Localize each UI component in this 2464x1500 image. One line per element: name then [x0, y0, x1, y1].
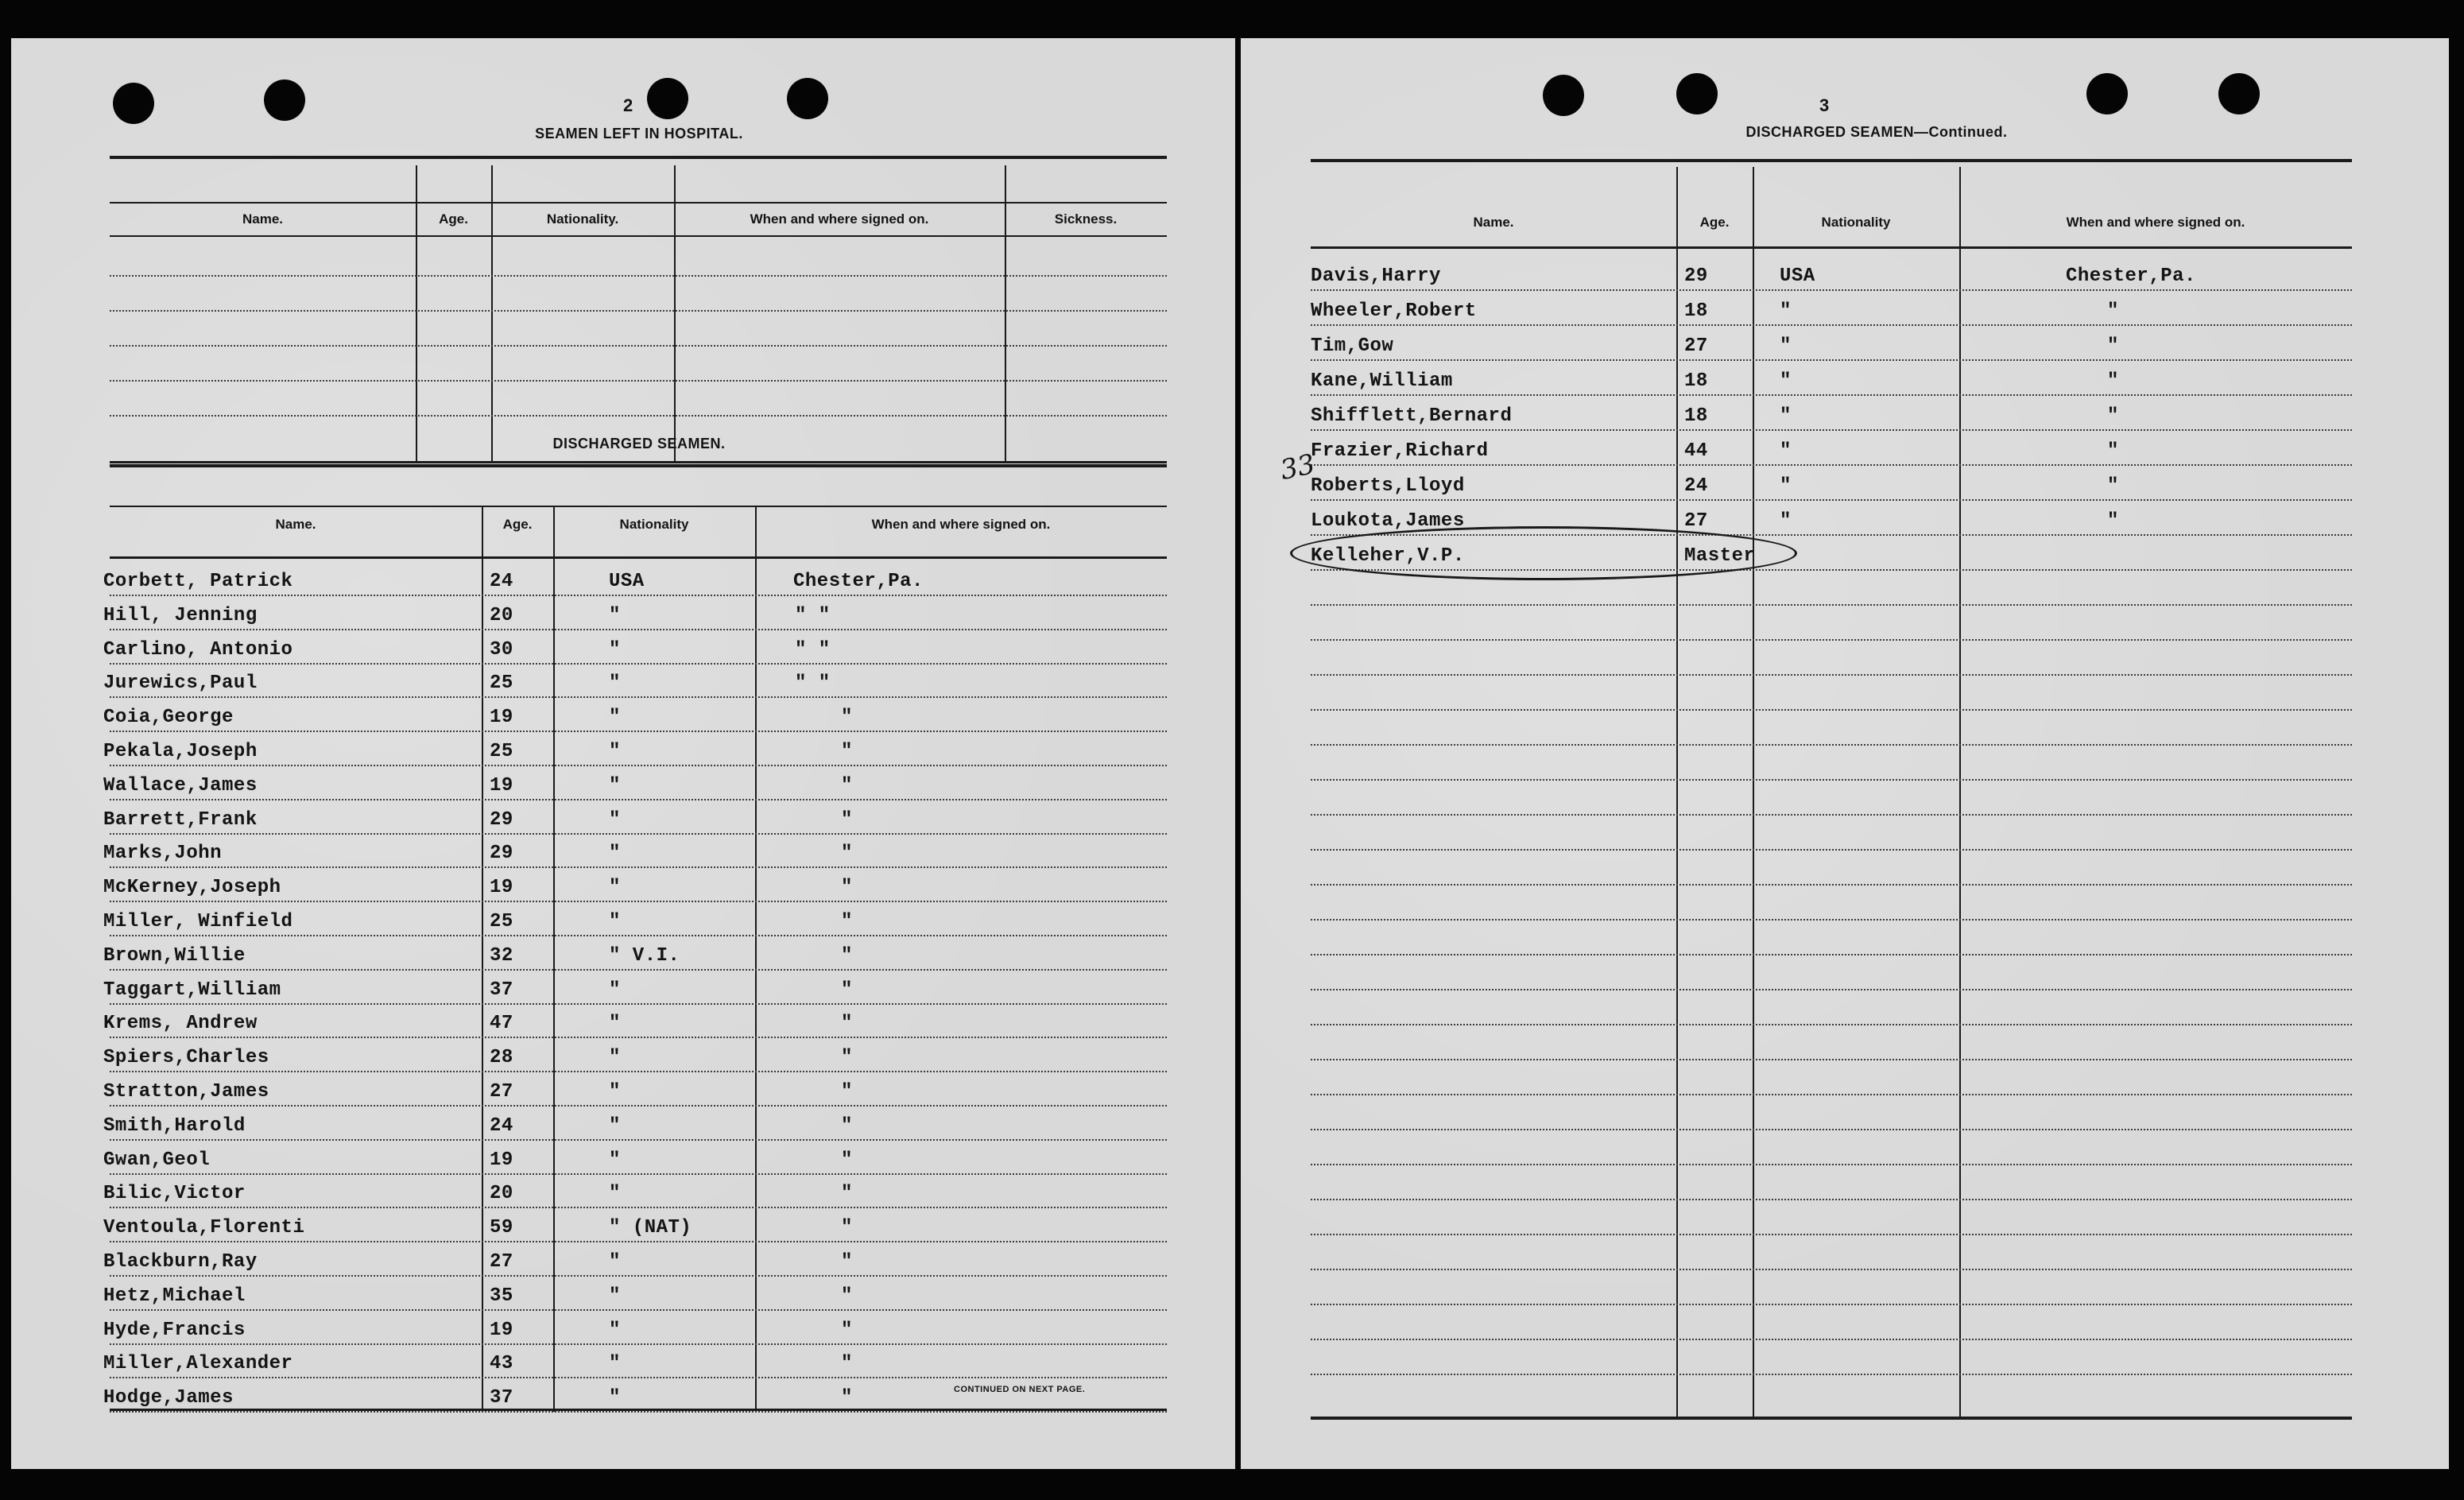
seaman-name: Hodge,James: [103, 1387, 234, 1409]
seaman-nationality: ": [609, 843, 621, 865]
seaman-nationality: ": [609, 1353, 621, 1375]
continued-note: CONTINUED ON NEXT PAGE.: [954, 1385, 1086, 1394]
seaman-age: 29: [490, 808, 513, 831]
entry-line: [1311, 1024, 2352, 1025]
punch-hole: [1543, 75, 1584, 116]
seaman-age: 47: [490, 1013, 513, 1035]
seaman-age: 29: [490, 843, 513, 865]
punch-hole: [113, 83, 154, 124]
seaman-name: Gwan,Geol: [103, 1149, 211, 1171]
seaman-name: Wheeler,Robert: [1311, 300, 1477, 322]
table-row: [103, 1008, 1167, 1040]
entry-line: [1311, 1059, 2352, 1060]
table-row: [103, 1076, 1167, 1108]
seaman-age: 35: [490, 1285, 513, 1307]
table-row: [1311, 296, 2352, 328]
column-rule: [674, 165, 676, 461]
entry-line: [1311, 289, 2352, 291]
seaman-signed-on: ": [841, 1387, 853, 1409]
seaman-age: 59: [490, 1217, 513, 1239]
seaman-nationality: ": [609, 1251, 621, 1273]
entry-line: [1311, 884, 2352, 886]
entry-line: [1311, 359, 2352, 361]
seaman-name: Ventoula,Florenti: [103, 1217, 305, 1239]
seaman-name: Spiers,Charles: [103, 1047, 269, 1069]
seaman-nationality: ": [609, 911, 621, 932]
seaman-signed-on: ": [841, 1183, 853, 1205]
seaman-nationality: ": [609, 1047, 621, 1069]
seaman-signed-on: " ": [795, 672, 831, 695]
seaman-name: Taggart,William: [103, 979, 281, 1001]
rule: [1311, 246, 2352, 249]
table-row: [103, 1246, 1167, 1278]
seaman-nationality: ": [1780, 440, 1792, 462]
seaman-signed-on: ": [841, 911, 853, 932]
seaman-signed-on: " ": [795, 604, 831, 626]
seaman-nationality: " (NAT): [609, 1217, 692, 1239]
seaman-age: 18: [1684, 405, 1708, 427]
table-row: [1311, 471, 2352, 502]
rule: [110, 556, 1167, 559]
seaman-signed-on: ": [841, 944, 853, 967]
table-row: [103, 975, 1167, 1006]
seaman-signed-on: ": [841, 843, 853, 865]
seaman-age: 32: [490, 944, 513, 967]
entry-line: [1311, 394, 2352, 396]
table-row: [103, 838, 1167, 870]
seaman-age: 18: [1684, 370, 1708, 392]
seaman-nationality: ": [609, 808, 621, 831]
entry-line: [110, 799, 1167, 800]
seaman-signed-on: ": [841, 1047, 853, 1069]
entry-line: [110, 1343, 1167, 1345]
seaman-nationality: USA: [609, 571, 645, 592]
table-row: [1311, 331, 2352, 362]
seaman-name: Frazier,Richard: [1311, 440, 1489, 462]
column-rule: [416, 165, 417, 461]
rule: [110, 156, 1167, 159]
rule: [110, 235, 1167, 237]
entry-line: [1311, 954, 2352, 955]
seaman-signed-on: ": [841, 1251, 853, 1273]
seaman-age: 19: [490, 877, 513, 899]
seaman-signed-on: ": [841, 979, 853, 1001]
table-row: [103, 600, 1167, 632]
seaman-signed-on: Chester,Pa.: [793, 571, 924, 592]
entry-line: [1311, 1234, 2352, 1235]
entry-line: [110, 731, 1167, 732]
seaman-name: Stratton,James: [103, 1081, 269, 1103]
discharged-section-title: DISCHARGED SEAMEN.: [552, 436, 726, 452]
seaman-signed-on: ": [841, 1319, 853, 1341]
table-row: [103, 1348, 1167, 1380]
seaman-name: Coia,George: [103, 707, 234, 729]
seaman-nationality: ": [609, 604, 621, 626]
seaman-signed-on: ": [841, 707, 853, 729]
entry-line: [110, 415, 1167, 417]
table-row: [103, 736, 1167, 768]
seaman-name: Roberts,Lloyd: [1311, 475, 1465, 497]
seaman-name: Carlino, Antonio: [103, 638, 293, 661]
entry-line: [1311, 1374, 2352, 1375]
punch-hole: [647, 78, 688, 119]
entry-line: [110, 935, 1167, 936]
hospital-table: [110, 156, 1167, 466]
seaman-nationality: ": [609, 1081, 621, 1103]
entry-line: [110, 1037, 1167, 1038]
seaman-signed-on: ": [841, 1149, 853, 1171]
seaman-signed-on: ": [2107, 370, 2119, 392]
col-header-age: Age.: [1699, 215, 1730, 230]
col-header-signed-on: When and where signed on.: [2066, 215, 2245, 230]
seaman-name: Smith,Harold: [103, 1114, 246, 1137]
table-row: [103, 634, 1167, 666]
entry-line: [110, 866, 1167, 868]
seaman-nationality: ": [609, 1387, 621, 1409]
hospital-section-title: SEAMEN LEFT IN HOSPITAL.: [535, 126, 743, 141]
seaman-age: Master: [1684, 545, 1756, 567]
seaman-nationality: USA: [1780, 266, 1815, 287]
entry-line: [110, 1275, 1167, 1277]
seaman-age: 20: [490, 1183, 513, 1205]
punch-hole: [2086, 73, 2128, 114]
punch-hole: [787, 78, 828, 119]
entry-line: [1311, 744, 2352, 746]
entry-line: [1311, 919, 2352, 921]
entry-line: [1311, 709, 2352, 711]
seaman-signed-on: ": [841, 1081, 853, 1103]
seaman-signed-on: " ": [795, 638, 831, 661]
entry-line: [1311, 1199, 2352, 1200]
seaman-signed-on: ": [841, 1013, 853, 1035]
margin-note: 33: [1277, 448, 1318, 487]
punch-hole: [1676, 73, 1718, 114]
seaman-name: Tim,Gow: [1311, 335, 1394, 357]
table-row: [103, 770, 1167, 802]
seaman-name: Hetz,Michael: [103, 1285, 246, 1307]
left-page: [11, 38, 1235, 1469]
entry-line: [1311, 989, 2352, 990]
table-row: [103, 668, 1167, 700]
table-row: [103, 1315, 1167, 1347]
seaman-signed-on: ": [841, 1353, 853, 1375]
seaman-age: 37: [490, 1387, 513, 1409]
entry-line: [110, 1411, 1167, 1413]
column-rule: [491, 165, 493, 461]
seaman-nationality: ": [1780, 300, 1792, 322]
seaman-nationality: ": [1780, 405, 1792, 427]
seaman-name: McKerney,Joseph: [103, 877, 281, 899]
seaman-nationality: ": [609, 741, 621, 762]
seaman-name: Davis,Harry: [1311, 266, 1441, 287]
seaman-name: Brown,Willie: [103, 944, 246, 967]
seaman-age: 29: [1684, 266, 1708, 287]
seaman-age: 19: [490, 1149, 513, 1171]
entry-line: [1311, 849, 2352, 851]
col-header-sickness: Sickness.: [1054, 211, 1118, 227]
rule: [110, 464, 1167, 467]
table-row: [103, 1042, 1167, 1074]
seaman-nationality: ": [609, 774, 621, 797]
entry-line: [1311, 1339, 2352, 1340]
entry-line: [110, 380, 1167, 382]
entry-line: [1311, 324, 2352, 326]
rule: [110, 506, 1167, 507]
discharged-continued-table: [1311, 159, 2352, 1423]
seaman-name: Jurewics,Paul: [103, 672, 258, 695]
entry-line: [1311, 1164, 2352, 1165]
seaman-nationality: ": [609, 979, 621, 1001]
entry-line: [110, 1173, 1167, 1175]
table-row: [103, 906, 1167, 938]
entry-line: [110, 310, 1167, 312]
seaman-signed-on: ": [841, 774, 853, 797]
seaman-signed-on: ": [841, 1114, 853, 1137]
seaman-name: Kane,William: [1311, 370, 1453, 392]
seaman-nationality: ": [1780, 370, 1792, 392]
seaman-nationality: ": [1780, 510, 1792, 532]
seaman-signed-on: ": [2107, 510, 2119, 532]
rule: [1311, 1417, 2352, 1420]
rule: [1311, 159, 2352, 162]
seaman-name: Loukota,James: [1311, 510, 1465, 532]
entry-line: [110, 1003, 1167, 1005]
seaman-signed-on: ": [2107, 405, 2119, 427]
col-header-age: Age.: [502, 517, 533, 532]
table-row: [103, 702, 1167, 734]
col-header-age: Age.: [439, 211, 468, 227]
entry-line: [110, 1139, 1167, 1141]
seaman-nationality: ": [609, 638, 621, 661]
entry-line: [1311, 1129, 2352, 1130]
seaman-age: 27: [1684, 510, 1708, 532]
seaman-signed-on: ": [841, 808, 853, 831]
seaman-name: Kelleher,V.P.: [1311, 545, 1465, 567]
seaman-nationality: ": [609, 1149, 621, 1171]
seaman-signed-on: ": [2107, 440, 2119, 462]
seaman-name: Marks,John: [103, 843, 223, 865]
col-header-name: Name.: [275, 517, 316, 532]
seaman-name: Wallace,James: [103, 774, 258, 797]
seaman-nationality: ": [1780, 335, 1792, 357]
entry-line: [1311, 464, 2352, 466]
seaman-age: 27: [490, 1251, 513, 1273]
table-row: [103, 1110, 1167, 1142]
seaman-age: 18: [1684, 300, 1708, 322]
seaman-age: 19: [490, 1319, 513, 1341]
entry-line: [110, 969, 1167, 971]
right-page: [1241, 38, 2449, 1469]
seaman-signed-on: ": [841, 1285, 853, 1307]
entry-line: [1311, 1269, 2352, 1270]
page-number: 3: [1819, 95, 1830, 115]
seaman-age: 30: [490, 638, 513, 661]
table-row: [1311, 261, 2352, 293]
entry-line: [110, 765, 1167, 766]
entry-line: [110, 275, 1167, 277]
master-circle-annotation: [1290, 526, 1797, 580]
entry-line: [110, 629, 1167, 630]
page-number: 2: [623, 95, 633, 115]
table-row: [1311, 436, 2352, 467]
col-header-signed-on: When and where signed on.: [871, 517, 1051, 532]
seaman-name: Pekala,Joseph: [103, 741, 258, 762]
entry-line: [1311, 499, 2352, 501]
table-row: [1311, 401, 2352, 432]
seaman-nationality: ": [609, 1285, 621, 1307]
seaman-signed-on: ": [841, 741, 853, 762]
table-row: [103, 872, 1167, 904]
entry-line: [1311, 814, 2352, 816]
entry-line: [110, 1377, 1167, 1378]
table-row: [103, 1212, 1167, 1244]
seaman-nationality: " V.I.: [609, 944, 680, 967]
seaman-nationality: ": [609, 707, 621, 729]
table-row: [103, 566, 1167, 598]
entry-line: [110, 833, 1167, 835]
col-header-nationality: Nationality.: [546, 211, 619, 227]
seaman-nationality: ": [609, 1114, 621, 1137]
seaman-name: Miller, Winfield: [103, 911, 293, 932]
seaman-name: Corbett, Patrick: [103, 571, 293, 592]
entry-line: [1311, 429, 2352, 431]
entry-line: [110, 1105, 1167, 1107]
seaman-nationality: ": [1780, 475, 1792, 497]
table-row: [103, 940, 1167, 972]
discharged-continued-title: DISCHARGED SEAMEN—Continued.: [1745, 124, 2008, 140]
seaman-age: 37: [490, 979, 513, 1001]
entry-line: [110, 901, 1167, 902]
seaman-age: 44: [1684, 440, 1708, 462]
seaman-nationality: ": [609, 877, 621, 899]
table-row: [103, 1178, 1167, 1210]
table-row: [103, 1145, 1167, 1176]
seaman-age: 27: [490, 1081, 513, 1103]
seaman-age: 19: [490, 707, 513, 729]
seaman-name: Miller,Alexander: [103, 1353, 293, 1375]
seaman-name: Bilic,Victor: [103, 1183, 246, 1205]
seaman-nationality: ": [609, 672, 621, 695]
entry-line: [110, 1309, 1167, 1311]
entry-line: [1311, 604, 2352, 606]
table-row: [103, 804, 1167, 836]
seaman-name: Hyde,Francis: [103, 1319, 246, 1341]
seaman-name: Hill, Jenning: [103, 604, 258, 626]
seaman-age: 24: [1684, 475, 1708, 497]
entry-line: [110, 345, 1167, 347]
seaman-age: 43: [490, 1353, 513, 1375]
discharged-table: [103, 464, 1167, 1418]
seaman-signed-on: ": [841, 877, 853, 899]
table-row: [103, 1281, 1167, 1312]
seaman-signed-on: ": [2107, 300, 2119, 322]
seaman-age: 19: [490, 774, 513, 797]
seaman-age: 20: [490, 604, 513, 626]
seaman-name: Barrett,Frank: [103, 808, 258, 831]
entry-line: [110, 663, 1167, 665]
seaman-signed-on: ": [2107, 475, 2119, 497]
seaman-signed-on: Chester,Pa.: [2066, 266, 2196, 287]
col-header-name: Name.: [242, 211, 284, 227]
seaman-signed-on: ": [841, 1217, 853, 1239]
entry-line: [110, 595, 1167, 596]
entry-line: [1311, 674, 2352, 676]
rule: [110, 1409, 1167, 1411]
seaman-name: Blackburn,Ray: [103, 1251, 258, 1273]
col-header-name: Name.: [1473, 215, 1514, 230]
col-header-nationality: Nationality: [1821, 215, 1891, 230]
entry-line: [110, 1071, 1167, 1072]
seaman-signed-on: ": [2107, 335, 2119, 357]
seaman-age: 28: [490, 1047, 513, 1069]
seaman-nationality: ": [609, 1013, 621, 1035]
rule: [110, 202, 1167, 203]
seaman-name: Krems, Andrew: [103, 1013, 258, 1035]
seaman-name: Shifflett,Bernard: [1311, 405, 1513, 427]
entry-line: [110, 1241, 1167, 1242]
entry-line: [1311, 639, 2352, 641]
col-header-nationality: Nationality: [619, 517, 689, 532]
seaman-age: 25: [490, 741, 513, 762]
table-row: [1311, 366, 2352, 397]
seaman-nationality: ": [609, 1183, 621, 1205]
seaman-nationality: ": [609, 1319, 621, 1341]
entry-line: [1311, 1304, 2352, 1305]
punch-hole: [264, 79, 305, 121]
seaman-age: 25: [490, 672, 513, 695]
punch-hole: [2218, 73, 2260, 114]
seaman-age: 27: [1684, 335, 1708, 357]
entry-line: [110, 1207, 1167, 1208]
entry-line: [1311, 1094, 2352, 1095]
seaman-age: 25: [490, 911, 513, 932]
col-header-signed-on: When and where signed on.: [750, 211, 929, 227]
seaman-age: 24: [490, 1114, 513, 1137]
rule: [110, 461, 1167, 463]
column-rule: [1005, 165, 1006, 461]
entry-line: [110, 696, 1167, 698]
seaman-age: 24: [490, 571, 513, 592]
entry-line: [1311, 779, 2352, 781]
